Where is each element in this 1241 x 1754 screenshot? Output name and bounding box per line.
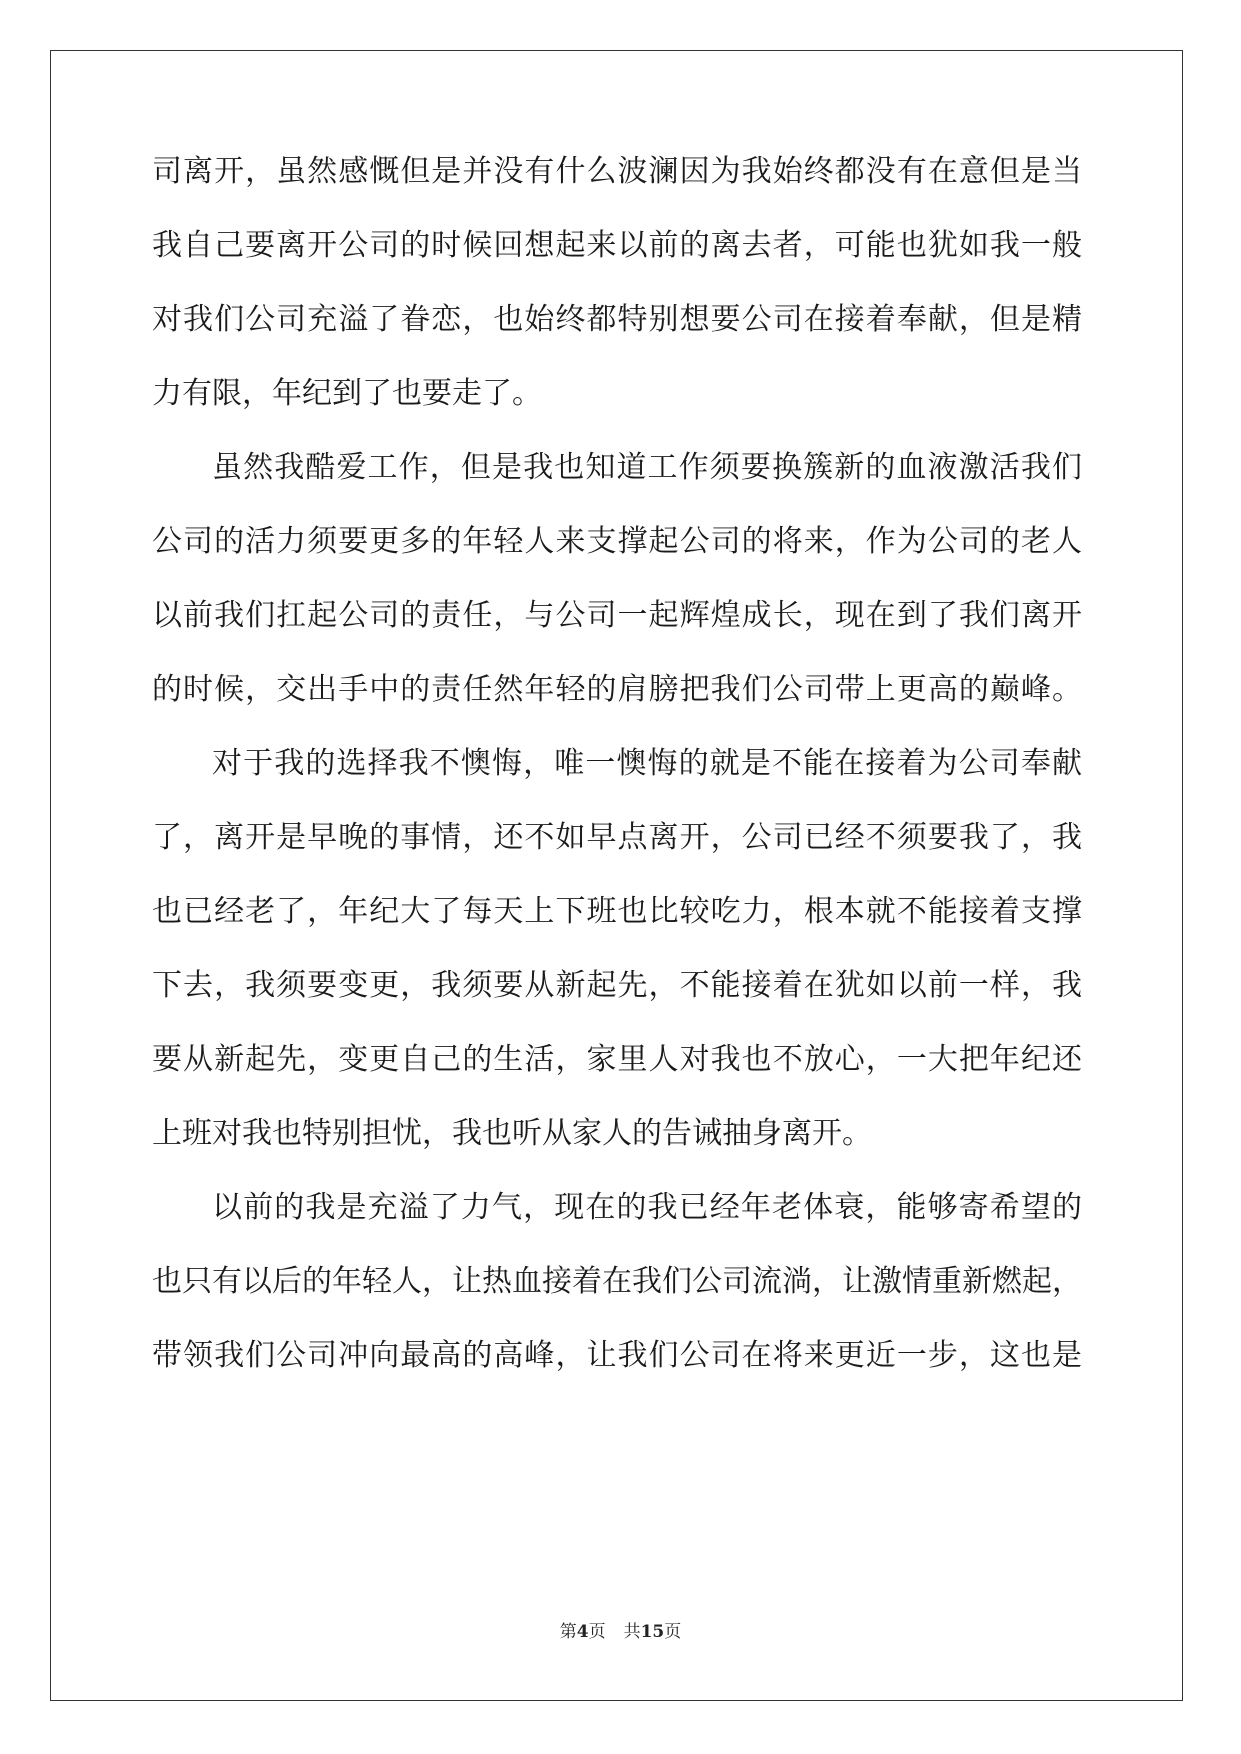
paragraph-start-line: 虽然我酷爱工作，但是我也知道工作须要换簇新的血液激活我们 [212,450,1082,485]
text-line: 带领我们公司冲向最高的高峰，让我们公司在将来更近一步，这也是 [152,1338,1082,1373]
text-line: 要从新起先，变更自己的生活，家里人对我也不放心，一大把年纪还 [152,1042,1082,1077]
text-line: 我自己要离开公司的时候回想起来以前的离去者，可能也犹如我一般 [152,228,1082,263]
page-suffix: 页 [588,1622,606,1642]
page-prefix: 第 [559,1622,577,1642]
text-line: 了，离开是早晚的事情，还不如早点离开，公司已经不须要我了，我 [152,820,1082,855]
paragraph-start-line: 以前的我是充溢了力气，现在的我已经年老体衰，能够寄希望的 [212,1190,1082,1225]
text-line: 以前我们扛起公司的责任，与公司一起辉煌成长，现在到了我们离开 [152,598,1082,633]
total-prefix: 共 [623,1622,641,1642]
page-number: 4 [576,1622,589,1642]
page-footer [0,1620,1241,1644]
text-line: 司离开，虽然感慨但是并没有什么波澜因为我始终都没有在意但是当 [152,154,1082,189]
page-frame [50,50,1183,1701]
total-pages: 15 [640,1622,665,1642]
text-line: 下去，我须要变更，我须要从新起先，不能接着在犹如以前一样，我 [152,968,1082,1003]
text-line: 力有限，年纪到了也要走了。 [152,376,542,411]
text-line: 公司的活力须要更多的年轻人来支撑起公司的将来，作为公司的老人 [152,524,1082,559]
text-line: 的时候，交出手中的责任然年轻的肩膀把我们公司带上更高的巅峰。 [152,672,1082,707]
text-line: 对我们公司充溢了眷恋，也始终都特别想要公司在接着奉献，但是精 [152,302,1082,337]
text-line: 也已经老了，年纪大了每天上下班也比较吃力，根本就不能接着支撑 [152,894,1082,929]
text-line: 也只有以后的年轻人，让热血接着在我们公司流淌，让激情重新燃起， [152,1264,1082,1299]
total-suffix: 页 [664,1622,682,1642]
text-line: 上班对我也特别担忧，我也听从家人的告诫抽身离开。 [152,1116,872,1151]
paragraph-start-line: 对于我的选择我不懊悔，唯一懊悔的就是不能在接着为公司奉献 [212,746,1082,781]
